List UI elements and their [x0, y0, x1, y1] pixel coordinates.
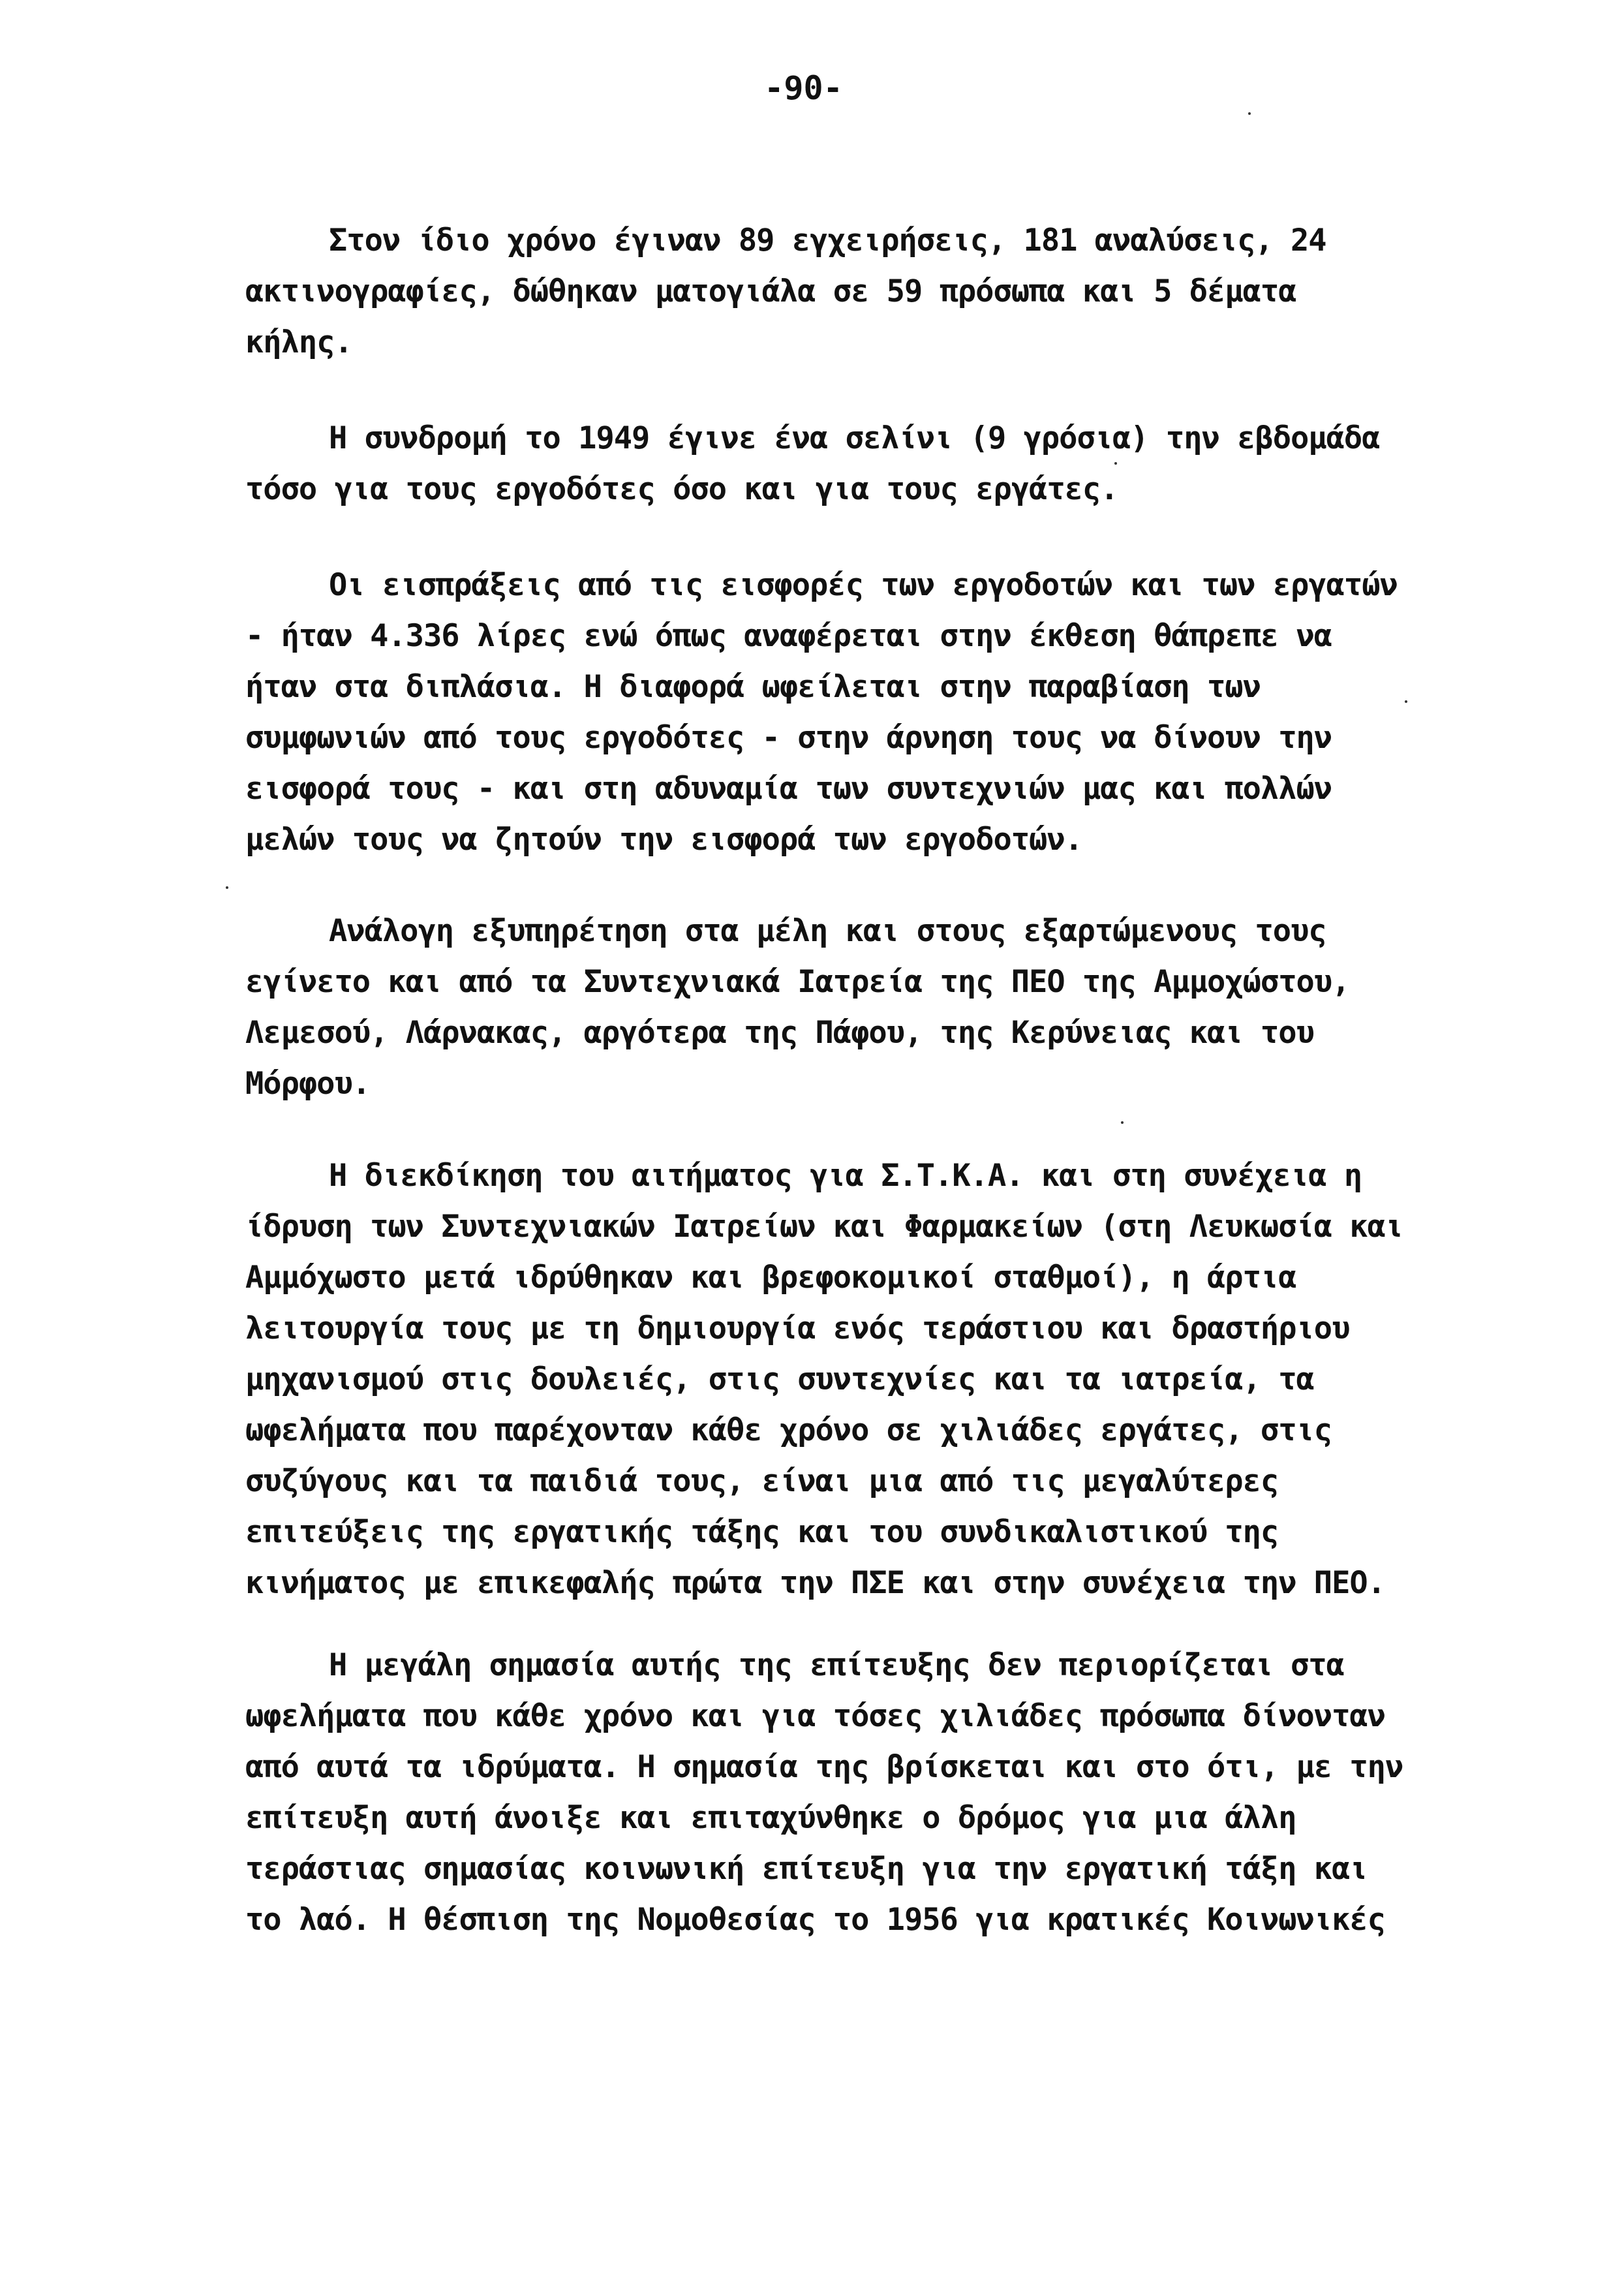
- text-line: λειτουργία τους με τη δημιουργία ενός τεράστιου και δραστήριου: [245, 1311, 1350, 1346]
- text-line: μελών τους να ζητούν την εισφορά των εργοδοτών.: [245, 822, 1082, 858]
- text-line: συμφωνιών από τους εργοδότες - στην άρνηση τους να δίνουν την: [245, 720, 1332, 756]
- text-line: επιτεύξεις της εργατικής τάξης και του συνδικαλιστικού της: [245, 1514, 1279, 1550]
- text-line: το λαό. Η θέσπιση της Νομοθεσίας το 1956 για κρατικές Κοινωνικές: [245, 1902, 1385, 1938]
- paragraph-2: [245, 413, 1380, 515]
- text-line: επίτευξη αυτή άνοιξε και επιταχύνθηκε ο δρόμος για μια άλλη: [245, 1800, 1296, 1836]
- paragraph-1: [245, 215, 1354, 368]
- text-line: ήταν στα διπλάσια. Η διαφορά ωφείλεται στην παραβίαση των: [245, 669, 1261, 705]
- text-line: Η διεκδίκηση του αιτήματος για Σ.Τ.Κ.Α. και στη συνέχεια η: [329, 1158, 1362, 1194]
- paragraph-5: [245, 1151, 1403, 1609]
- text-line: ακτινογραφίες, δώθηκαν ματογιάλα σε 59 πρόσωπα και 5 δέματα: [245, 273, 1296, 309]
- paragraph-6: [245, 1640, 1403, 1946]
- text-line: Λεμεσού, Λάρνακας, αργότερα της Πάφου, της Κερύνειας και του: [245, 1015, 1314, 1051]
- text-line: ίδρυση των Συντεχνιακών Ιατρείων και Φαρμακείων (στη Λευκωσία και: [245, 1209, 1403, 1245]
- text-line: τόσο για τους εργοδότες όσο και για τους εργάτες.: [245, 471, 1118, 507]
- text-line: από αυτά τα ιδρύματα. Η σημασία της βρίσκεται και στο ότι, με την: [245, 1749, 1403, 1785]
- text-line: Η μεγάλη σημασία αυτής της επίτευξης δεν περιορίζεται στα: [329, 1647, 1344, 1683]
- text-line: εγίνετο και από τα Συντεχνιακά Ιατρεία της ΠΕΟ της Αμμοχώστου,: [245, 964, 1350, 1000]
- text-line: τεράστιας σημασίας κοινωνική επίτευξη για την εργατική τάξη και: [245, 1851, 1368, 1887]
- text-line: ωφελήματα που κάθε χρόνο και για τόσες χιλιάδες πρόσωπα δίνονταν: [245, 1698, 1385, 1734]
- text-line: Η συνδρομή το 1949 έγινε ένα σελίνι (9 γρόσια) την εβδομάδα: [329, 420, 1380, 456]
- text-line: ωφελήματα που παρέχονταν κάθε χρόνο σε χιλιάδες εργάτες, στις: [245, 1412, 1332, 1448]
- paragraph-3: [245, 560, 1398, 865]
- scan-speck: [1248, 112, 1251, 115]
- text-line: Ανάλογη εξυπηρέτηση στα μέλη και στους εξαρτώμενους τους: [329, 913, 1326, 949]
- scan-speck: [1405, 700, 1407, 703]
- scan-speck: [1121, 1121, 1124, 1124]
- text-line: κινήματος με επικεφαλής πρώτα την ΠΣΕ και στην συνέχεια την ΠΕΟ.: [245, 1565, 1385, 1601]
- text-line: μηχανισμού στις δουλειές, στις συντεχνίες και τα ιατρεία, τα: [245, 1361, 1314, 1397]
- text-line: Στον ίδιο χρόνο έγιναν 89 εγχειρήσεις, 181 αναλύσεις, 24: [329, 223, 1326, 258]
- text-line: Αμμόχωστο μετά ιδρύθηκαν και βρεφοκομικοί σταθμοί), η άρτια: [245, 1260, 1296, 1295]
- scan-speck: [1114, 462, 1117, 465]
- text-line: - ήταν 4.336 λίρες ενώ όπως αναφέρεται στην έκθεση θάπρεπε να: [245, 618, 1332, 654]
- text-line: κήλης.: [245, 324, 352, 360]
- page-number: -90-: [764, 69, 843, 107]
- text-line: συζύγους και τα παιδιά τους, είναι μια από τις μεγαλύτερες: [245, 1463, 1279, 1499]
- text-line: Οι εισπράξεις από τις εισφορές των εργοδοτών και των εργατών: [329, 567, 1398, 603]
- text-line: εισφορά τους - και στη αδυναμία των συντεχνιών μας και πολλών: [245, 771, 1332, 807]
- scan-speck: [226, 886, 228, 889]
- paragraph-4: [245, 906, 1354, 1109]
- text-line: Μόρφου.: [245, 1066, 371, 1102]
